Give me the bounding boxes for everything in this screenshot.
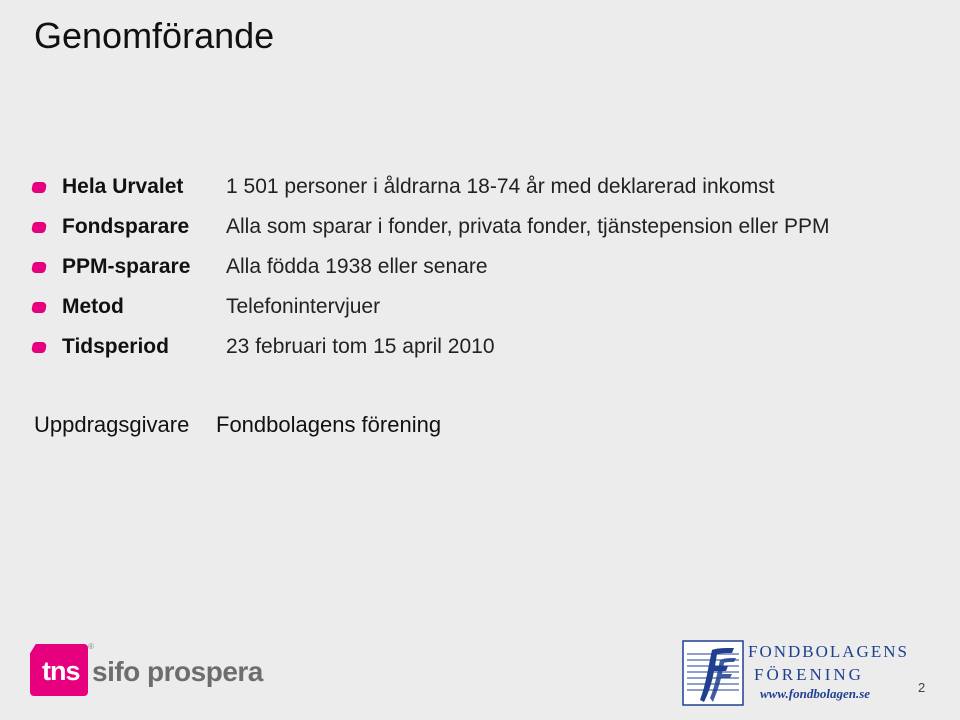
page-number: 2 [918,680,926,695]
bullet-icon [31,342,47,353]
slide-title: Genomförande [34,15,275,56]
forening-text: FÖRENING [754,665,864,684]
bullet-icon [31,222,47,233]
tns-sifo-prospera-logo [30,638,270,700]
detail-label: Metod [62,295,124,318]
detail-value: 1 501 personer i åldrarna 18-74 år med deklarerad inkomst [226,175,775,198]
detail-value: Alla som sparar i fonder, privata fonder, tjänstepension eller PPM [226,215,830,238]
fondbolagen-url: www.fondbolagen.se [760,686,871,701]
bullet-icon [31,302,47,313]
detail-value: 23 februari tom 15 april 2010 [226,335,495,358]
client-label: Uppdragsgivare [34,412,190,437]
detail-label: Fondsparare [62,215,190,238]
client-value: Fondbolagens förening [216,412,442,437]
detail-label: Tidsperiod [62,335,169,358]
bullet-icon [31,182,47,193]
trademark-symbol: ® [88,642,94,651]
detail-row [30,290,930,330]
detail-label: Hela Urvalet [62,175,184,198]
tns-logo-text: tns [42,656,80,686]
detail-value: Alla födda 1938 eller senare [226,255,488,278]
detail-row [30,250,930,290]
detail-list [30,170,930,370]
fondbolagen-emblem-icon [682,640,744,706]
client-line [34,412,441,438]
detail-value: Telefonintervjuer [226,295,381,318]
sifo-prospera-text: sifo prospera [92,656,263,687]
detail-row [30,210,930,250]
detail-row [30,170,930,210]
detail-label: PPM-sparare [62,255,191,278]
bullet-icon [31,262,47,273]
fondbolagens-text: FONDBOLAGENS [748,642,909,661]
fondbolagens-forening-logo [682,640,912,706]
detail-row [30,330,930,370]
